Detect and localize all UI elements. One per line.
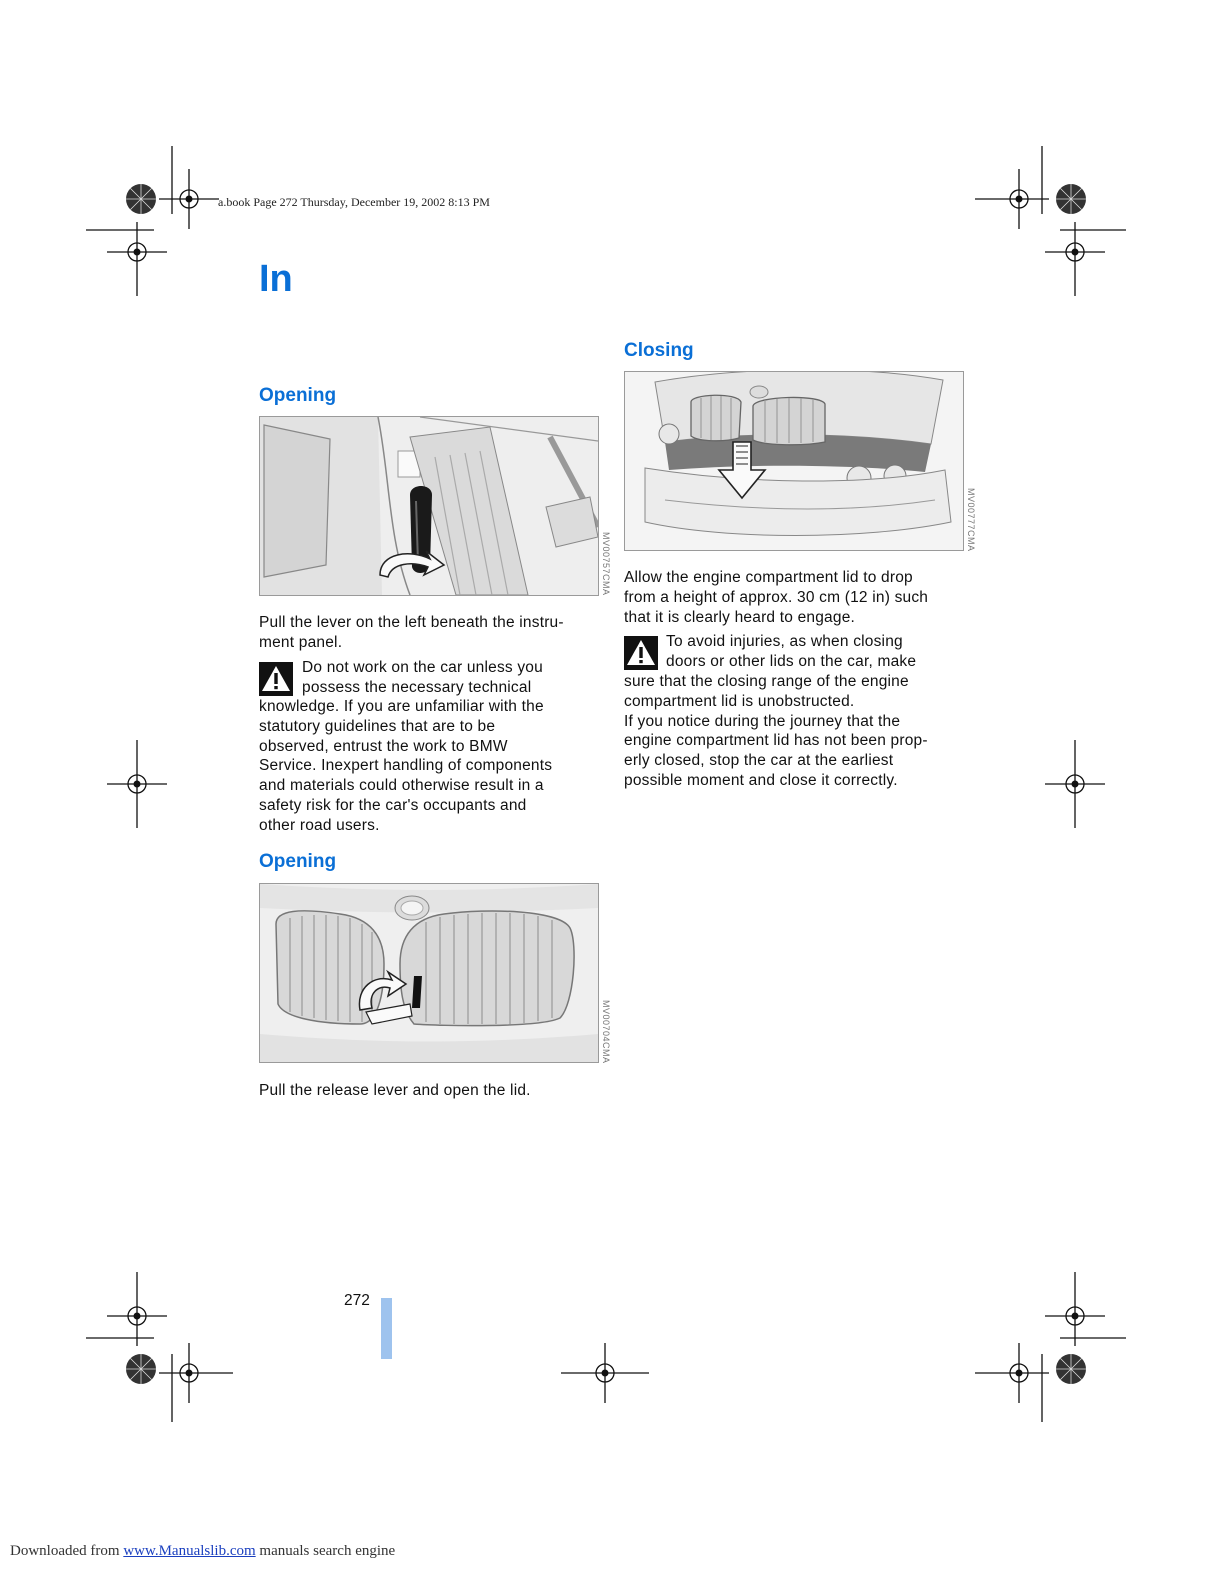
footer-link[interactable]: www.Manualslib.com: [123, 1543, 256, 1559]
closing-illustration: [625, 372, 963, 550]
section-heading-opening-1: Opening: [259, 385, 337, 406]
footer-suffix: manuals search engine: [259, 1543, 396, 1559]
warning-text-intro: To avoid injuries, as when closing doors or other lids on the car, make: [666, 633, 917, 670]
figure-hood-release-lever: [259, 416, 599, 596]
paragraph-drop-lid: Allow the engine compartment lid to drop from a height of approx. 30 cm (12 in) such that it is clearly heard to engage.: [624, 569, 929, 626]
lever-illustration: [260, 417, 598, 595]
warning-text-intro: Do not work on the car unless you possess the necessary technical: [302, 659, 543, 696]
footer-prefix: Downloaded from: [10, 1543, 120, 1559]
figure-closing-lid: [624, 371, 964, 551]
warning-text-body: sure that the closing range of the engine compartment lid is unobstructed. If you notice during the journey that the engine compartment lid has not been prop- erly closed, stop the car at the earliest possible moment and close it correctly.: [624, 673, 928, 789]
page-number: 272: [344, 1292, 370, 1309]
print-header: a.book Page 272 Thursday, December 19, 2002 8:13 PM: [218, 195, 490, 209]
figure-grille-release: [259, 883, 599, 1063]
warning-text-body: knowledge. If you are unfamiliar with the statutory guidelines that are to be observed, entrust the work to BMW Service. Inexpert handling of components and materials could otherwise result in a safety risk for the car's occupants and other road users.: [259, 698, 553, 834]
warning-icon: [259, 662, 293, 696]
paragraph-release-lever: Pull the release lever and open the lid.: [259, 1082, 531, 1099]
figure-code: MV00704CMA: [601, 1000, 611, 1064]
section-heading-closing: Closing: [624, 340, 694, 361]
figure-code: MV00757CMA: [601, 532, 611, 596]
paragraph-pull-lever: Pull the lever on the left beneath the instru- ment panel.: [259, 614, 564, 651]
page-title: In: [259, 258, 293, 300]
page-thumb-bar: [381, 1298, 392, 1359]
section-heading-opening-2: Opening: [259, 851, 337, 872]
figure-code: MV00777CMA: [966, 488, 976, 552]
footer: [10, 1543, 395, 1560]
warning-icon: [624, 636, 658, 670]
grille-illustration: [260, 884, 598, 1062]
